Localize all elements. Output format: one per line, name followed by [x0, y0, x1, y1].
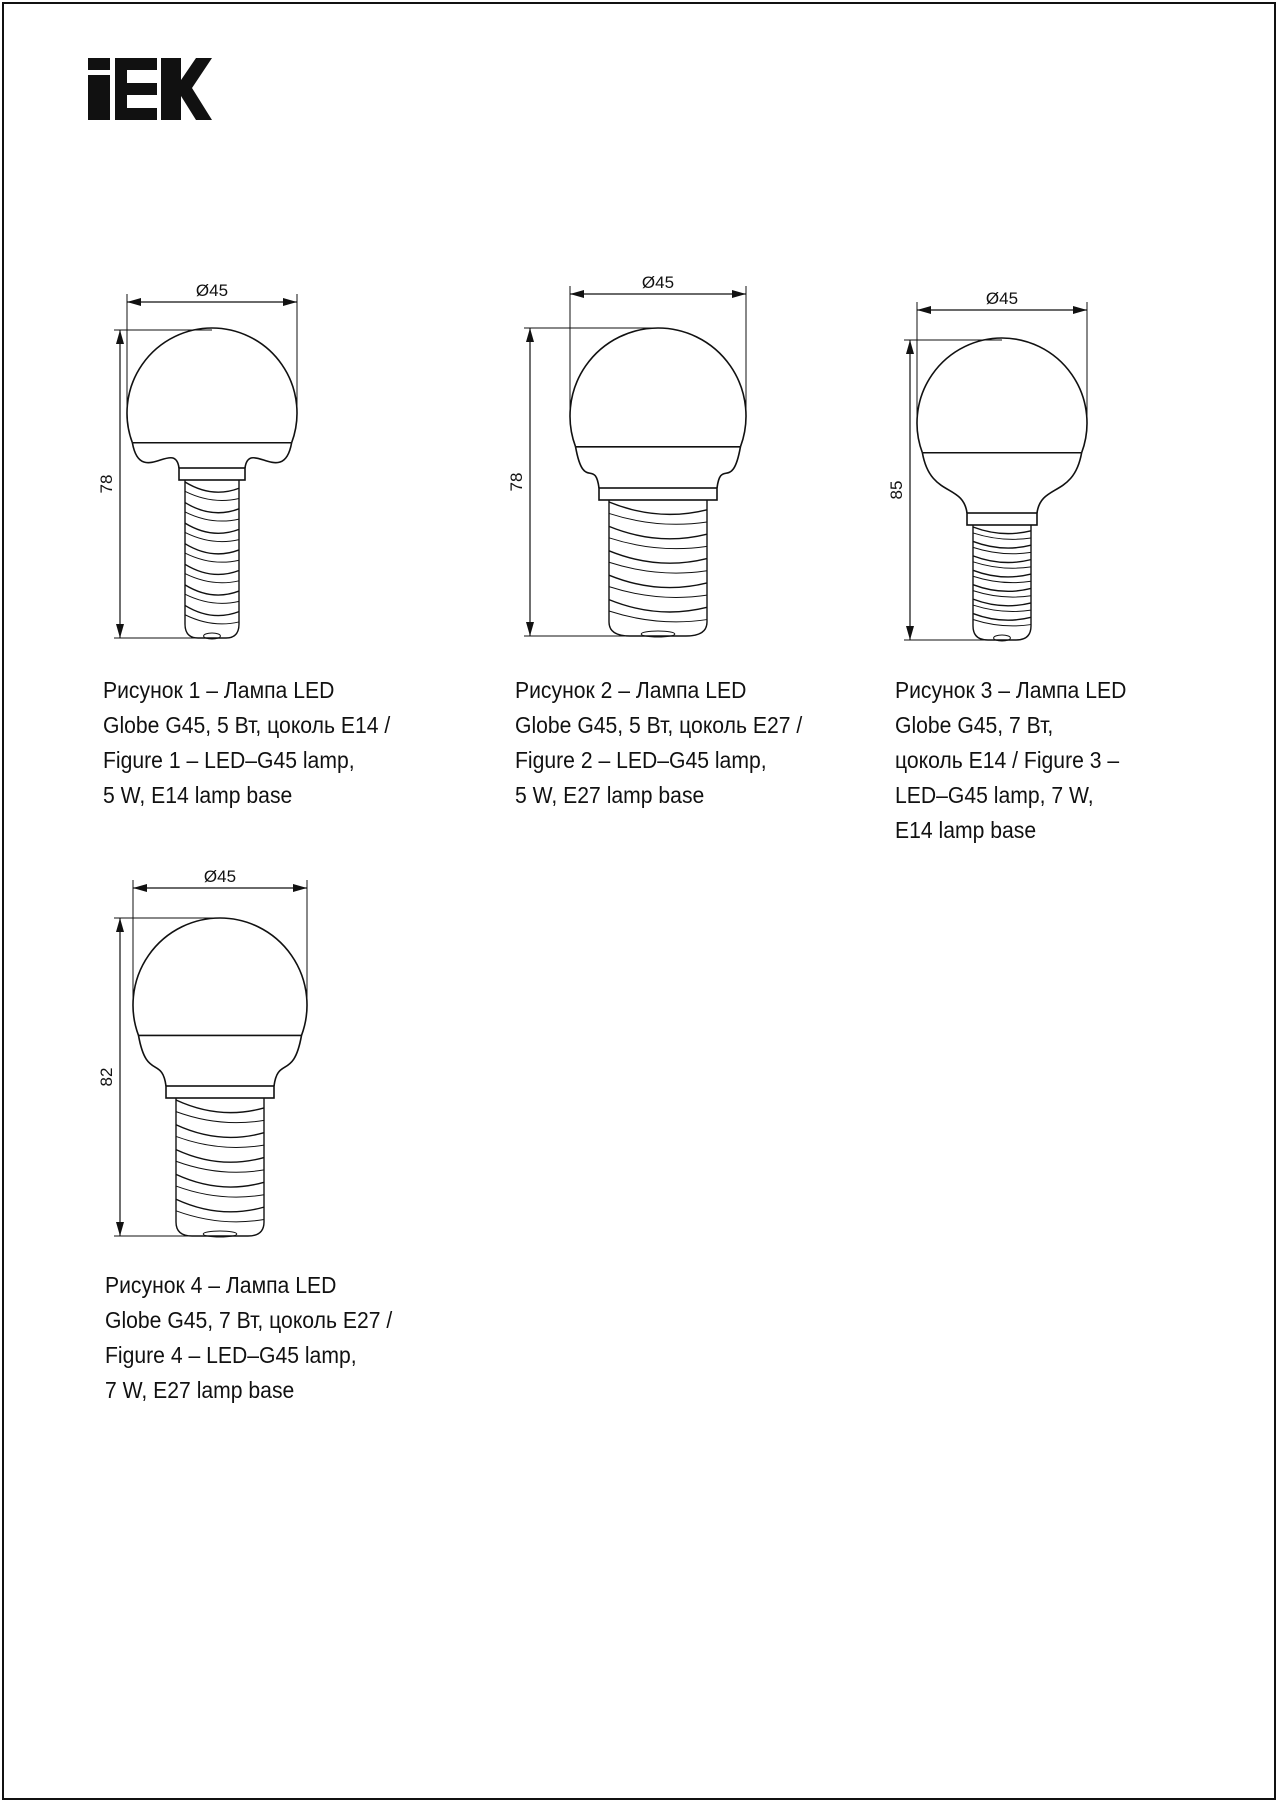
- diameter-dimension: [917, 289, 1087, 423]
- bulb-outline: [133, 918, 307, 1086]
- lamp-drawing-2: [507, 273, 872, 660]
- bulb-outline: [570, 328, 746, 488]
- diameter-dimension: [570, 273, 746, 416]
- height-label: 85: [887, 480, 906, 500]
- height-label: 78: [507, 472, 526, 492]
- figure-1-caption: Рисунок 1 – Лампа LED Globe G45, 5 Вт, цоколь E14 / Figure 1 – LED–G45 lamp, 5 W, E14 lamp base: [103, 677, 391, 808]
- e14-base: [179, 468, 245, 639]
- diameter-label: Ø45: [641, 273, 675, 292]
- diameter-label: Ø45: [203, 867, 237, 886]
- bulb-outline: [917, 338, 1087, 513]
- e14-base: [967, 513, 1037, 641]
- diameter-dimension: [127, 281, 297, 413]
- bulb-outline: [127, 328, 297, 468]
- diameter-dimension: [133, 867, 307, 1005]
- e27-base: [599, 488, 717, 637]
- height-dimension: [97, 330, 212, 638]
- iek-logo: [88, 58, 212, 120]
- lamp-drawing-3: [887, 280, 1250, 660]
- e27-base: [166, 1086, 274, 1237]
- figure-4-caption: Рисунок 4 – Лампа LED Globe G45, 7 Вт, цоколь E27 / Figure 4 – LED–G45 lamp, 7 W, E27 lamp base: [105, 1272, 393, 1403]
- height-dimension: [97, 918, 220, 1236]
- height-label: 78: [97, 474, 116, 494]
- diameter-label: Ø45: [985, 289, 1019, 308]
- figure-2-caption: Рисунок 2 – Лампа LED Globe G45, 5 Вт, цоколь E27 / Figure 2 – LED–G45 lamp, 5 W, E27 lamp base: [515, 677, 803, 808]
- lamp-drawing-1: [97, 280, 460, 660]
- height-label: 82: [97, 1067, 116, 1087]
- height-dimension: [887, 340, 1002, 640]
- diameter-label: Ø45: [195, 281, 229, 300]
- lamp-drawing-4: [97, 858, 460, 1238]
- figure-3-caption: Рисунок 3 – Лампа LED Globe G45, 7 Вт, цоколь E14 / Figure 3 – LED–G45 lamp, 7 W, E14 lamp base: [895, 677, 1127, 843]
- height-dimension: [507, 328, 658, 636]
